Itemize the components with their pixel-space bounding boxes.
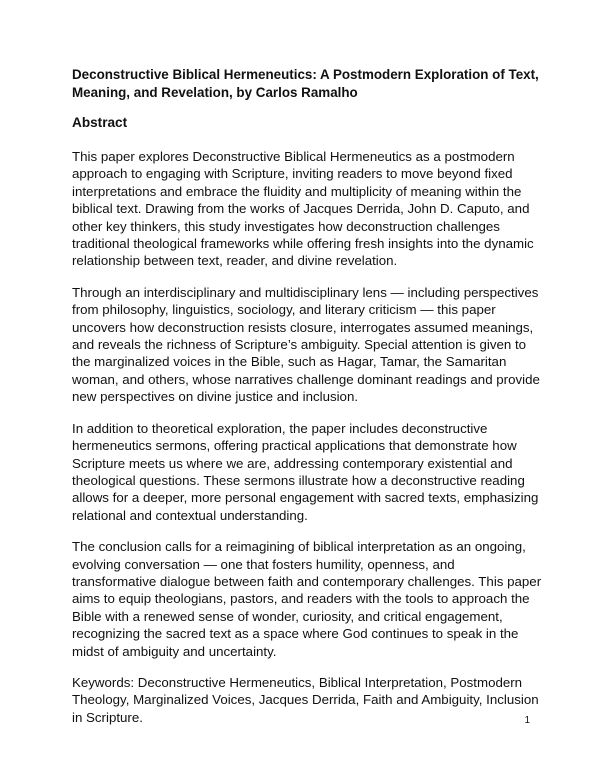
page-number: 1 bbox=[524, 715, 530, 726]
abstract-heading: Abstract bbox=[72, 115, 128, 130]
abstract-paragraph-2: Through an interdisciplinary and multidisciplinary lens — including perspectives from philosophy, linguistics, sociology, and literary criticism — this paper uncovers how deconstruction resists closure, interrogates assumed meanings, and reveals the richness of Scripture’s ambiguity. Special attention is given to the marginalized voices in the Bible, such as Hagar, Tamar, the Samaritan woman, and others, whose narratives challenge dominant readings and provide new perspectives on divine justice and inclusion. bbox=[72, 284, 540, 405]
paper-title: Deconstructive Biblical Hermeneutics: A Postmodern Exploration of Text, Meaning, and Revelation, by Carlos Ramalho bbox=[72, 67, 539, 100]
document-page bbox=[72, 66, 542, 740]
abstract-paragraph-4: The conclusion calls for a reimagining of biblical interpretation as an ongoing, evolving conversation — one that fosters humility, openness, and transformative dialogue between faith and contemporary challenges. This paper aims to equip theologians, pastors, and readers with the tools to approach the Bible with a renewed sense of wonder, curiosity, and critical engagement, recognizing the sacred text as a space where God continues to speak in the midst of ambiguity and uncertainty. bbox=[72, 539, 542, 659]
abstract-paragraph-3: In addition to theoretical exploration, the paper includes deconstructive hermeneutics sermons, offering practical applications that demonstrate how Scripture meets us where we are, addressing contemporary existential and theological questions. These sermons illustrate how a deconstructive reading allows for a deeper, more personal engagement with sacred texts, emphasizing relational and contextual understanding. bbox=[72, 420, 539, 523]
keywords-paragraph: Keywords: Deconstructive Hermeneutics, Biblical Interpretation, Postmodern Theology, Marginalized Voices, Jacques Derrida, Faith and Ambiguity, Inclusion in Scripture. bbox=[72, 674, 539, 725]
abstract-paragraph-1: This paper explores Deconstructive Biblical Hermeneutics as a postmodern approach to engaging with Scripture, inviting readers to move beyond fixed interpretations and embrace the fluidity and multiplicity of meaning within the biblical text. Drawing from the works of Jacques Derrida, John D. Caputo, and other key thinkers, this study investigates how deconstruction challenges traditional theological frameworks while offering fresh insights into the dynamic relationship between text, reader, and divine revelation. bbox=[72, 149, 534, 269]
